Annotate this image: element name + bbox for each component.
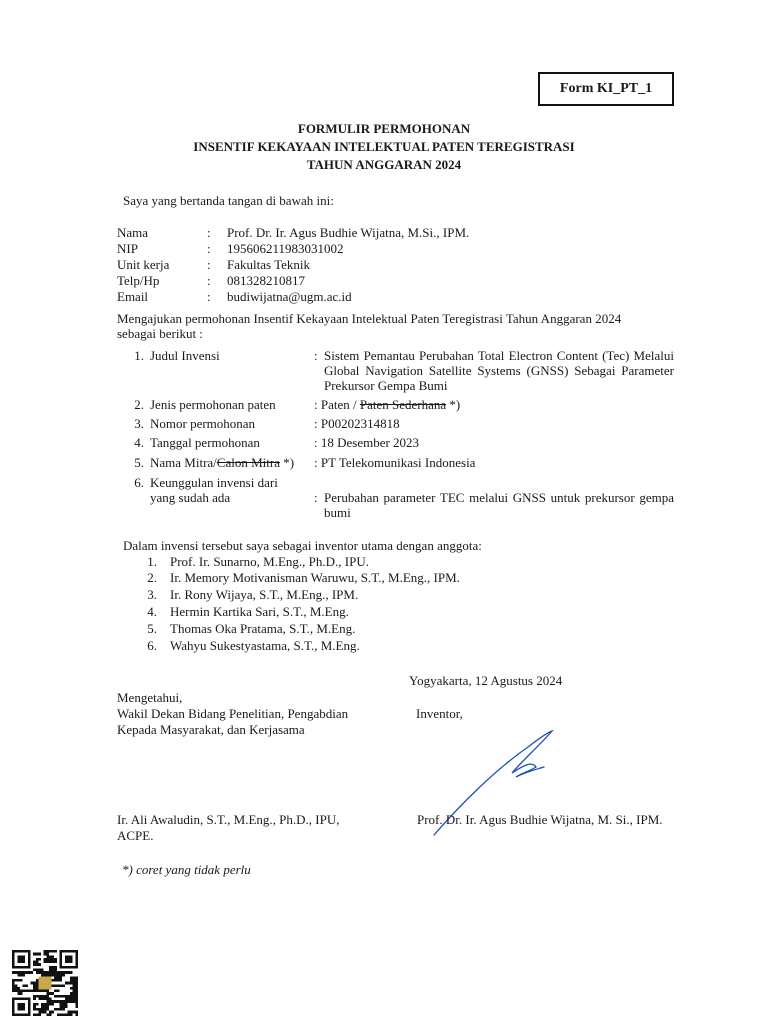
request-text-line2: sebagai berikut : — [117, 326, 203, 341]
acknowledged-label: Mengetahui, — [117, 690, 183, 705]
invention-title-label: Judul Invensi — [150, 348, 220, 363]
colon: : — [207, 289, 211, 304]
form-title-line1: FORMULIR PERMOHONAN — [297, 121, 471, 136]
advantage-value: Perubahan parameter TEC melalui GNSS untuk prekursor gempa bumi — [324, 490, 674, 520]
member-name: Prof. Ir. Sunarno, M.Eng., Ph.D., IPU. — [170, 554, 369, 569]
footnote: *) coret yang tidak perlu — [122, 862, 251, 877]
footnote-marker: *) — [279, 455, 295, 470]
member-name: Wahyu Sukestyastama, S.T., M.Eng. — [170, 638, 360, 653]
item-number: 5. — [134, 455, 144, 470]
patent-type-label: Jenis permohonan paten — [150, 397, 276, 412]
advantage-label-line2: yang sudah ada — [150, 490, 231, 505]
member-number: 5. — [147, 621, 157, 636]
member-name: Hermin Kartika Sari, S.T., M.Eng. — [170, 604, 349, 619]
inventor-role-label: Inventor, — [416, 706, 463, 721]
application-number-value: : P00202314818 — [314, 416, 400, 431]
applicant-name-value: Prof. Dr. Ir. Agus Budhie Wijatna, M.Si., IPM. — [227, 225, 470, 240]
colon: : — [314, 348, 318, 363]
patent-type-value — [314, 397, 460, 413]
item-number: 1. — [134, 348, 144, 363]
vice-dean-name-line2: ACPE. — [117, 828, 154, 843]
member-number: 1. — [147, 554, 157, 569]
item-number: 6. — [134, 475, 144, 490]
item-number: 2. — [134, 397, 144, 412]
form-title-line2: INSENTIF KEKAYAAN INTELEKTUAL PATEN TEREGISTRASI — [193, 139, 575, 154]
colon: : — [314, 490, 318, 505]
partner-label-text: Nama Mitra/ — [150, 455, 217, 470]
place-date: Yogyakarta, 12 Agustus 2024 — [409, 673, 563, 688]
member-name: Ir. Memory Motivanisman Waruwu, S.T., M.Eng., IPM. — [170, 570, 460, 585]
partner-name-label — [150, 455, 294, 471]
invention-title-value: Sistem Pemantau Perubahan Total Electron Content (Tec) Melalui Global Navigation Satellite Systems (GNSS) Sebagai Parameter Prekursor Gempa Bumi — [324, 348, 674, 393]
applicant-unit-value: Fakultas Teknik — [227, 257, 310, 272]
application-date-value: : 18 Desember 2023 — [314, 435, 420, 450]
member-name: Thomas Oka Pratama, S.T., M.Eng. — [170, 621, 356, 636]
member-number: 2. — [147, 570, 157, 585]
application-number-label: Nomor permohonan — [150, 416, 256, 431]
applicant-name-label: Nama — [117, 225, 149, 240]
form-title-line3: TAHUN ANGGARAN 2024 — [306, 157, 462, 172]
form-code-badge: Form KI_PT_1 — [538, 72, 674, 106]
applicant-email-value: budiwijatna@ugm.ac.id — [227, 289, 352, 304]
colon: : — [207, 241, 211, 256]
vice-dean-title-line2: Kepada Masyarakat, dan Kerjasama — [117, 722, 305, 737]
inventor-name: Prof. Dr. Ir. Agus Budhie Wijatna, M. Si., IPM. — [417, 812, 663, 827]
item-number: 3. — [134, 416, 144, 431]
advantage-label-line1: Keunggulan invensi dari — [150, 475, 278, 490]
inventor-intro: Dalam invensi tersebut saya sebagai inventor utama dengan anggota: — [123, 538, 482, 553]
member-number: 6. — [147, 638, 157, 653]
applicant-nip-value: 195606211983031002 — [227, 241, 344, 256]
partner-label-struck: Calon Mitra — [216, 455, 280, 470]
patent-type-selected: : Paten / — [314, 397, 360, 412]
vice-dean-title-line1: Wakil Dekan Bidang Penelitian, Pengabdian — [117, 706, 349, 721]
applicant-unit-label: Unit kerja — [117, 257, 170, 272]
colon: : — [207, 257, 211, 272]
colon: : — [207, 225, 211, 240]
intro-text: Saya yang bertanda tangan di bawah ini: — [123, 193, 334, 208]
applicant-phone-label: Telp/Hp — [117, 273, 160, 288]
member-number: 3. — [147, 587, 157, 602]
colon: : — [207, 273, 211, 288]
qr-code-icon — [12, 950, 78, 1016]
application-date-label: Tanggal permohonan — [150, 435, 260, 450]
vice-dean-name-line1: Ir. Ali Awaludin, S.T., M.Eng., Ph.D., IPU, — [117, 812, 340, 827]
footnote-marker: *) — [446, 397, 461, 412]
member-name: Ir. Rony Wijaya, S.T., M.Eng., IPM. — [170, 587, 359, 602]
request-text-line1: Mengajukan permohonan Insentif Kekayaan Intelektual Paten Teregistrasi Tahun Anggaran 2024 — [117, 311, 622, 326]
partner-name-value: : PT Telekomunikasi Indonesia — [314, 455, 476, 470]
applicant-phone-value: 081328210817 — [227, 273, 305, 288]
patent-type-struck: Paten Sederhana — [359, 397, 447, 412]
applicant-email-label: Email — [117, 289, 149, 304]
applicant-nip-label: NIP — [117, 241, 138, 256]
item-number: 4. — [134, 435, 144, 450]
member-number: 4. — [147, 604, 157, 619]
